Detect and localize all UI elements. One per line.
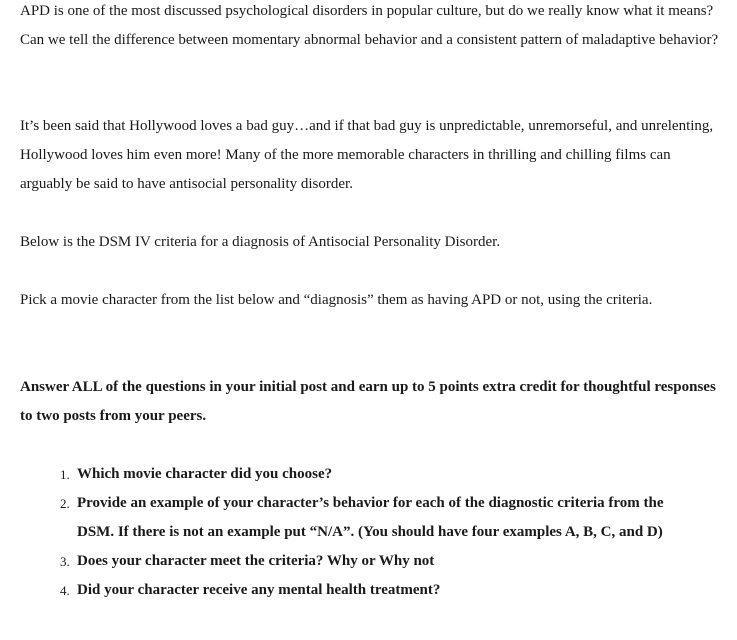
question-text: Does your character meet the criteria? Why or Why not — [77, 553, 435, 569]
instruction-paragraph: Answer ALL of the questions in your initial post and earn up to 5 points extra credit for thoughtful responses to two posts from your peers. — [20, 379, 716, 424]
question-number: 4. — [60, 583, 70, 598]
question-text: Which movie character did you choose? — [77, 466, 333, 482]
question-item — [60, 489, 700, 547]
question-number: 2. — [60, 496, 70, 511]
assignment-paragraph: Pick a movie character from the list below and “diagnosis” them as having APD or not, using the criteria. — [20, 292, 653, 308]
question-text: Did your character receive any mental health treatment? — [77, 582, 441, 598]
question-number: 3. — [60, 554, 70, 569]
question-item — [60, 547, 700, 576]
hollywood-paragraph: It’s been said that Hollywood loves a bad guy…and if that bad guy is unpredictable, unremorseful, and unrelenting, Hollywood loves him even more! Many of the more memorable characters in thrilling and chilling films can arguably be said to have antisocial personality disorder. — [20, 118, 714, 192]
question-item — [60, 460, 700, 489]
question-item — [60, 576, 700, 605]
question-text: Provide an example of your character’s behavior for each of the diagnostic criteria from the DSM. If there is not an example put “N/A”. (You should have four examples A, B, C, and D) — [77, 495, 664, 540]
intro-paragraph: APD is one of the most discussed psychological disorders in popular culture, but do we really know what it means? Can we tell the difference between momentary abnormal behavior and a consistent pattern of maladaptive behavior? — [20, 3, 719, 48]
question-number: 1. — [60, 467, 70, 482]
questions-list — [60, 460, 700, 605]
dsm-criteria-paragraph: Below is the DSM IV criteria for a diagnosis of Antisocial Personality Disorder. — [20, 234, 501, 250]
